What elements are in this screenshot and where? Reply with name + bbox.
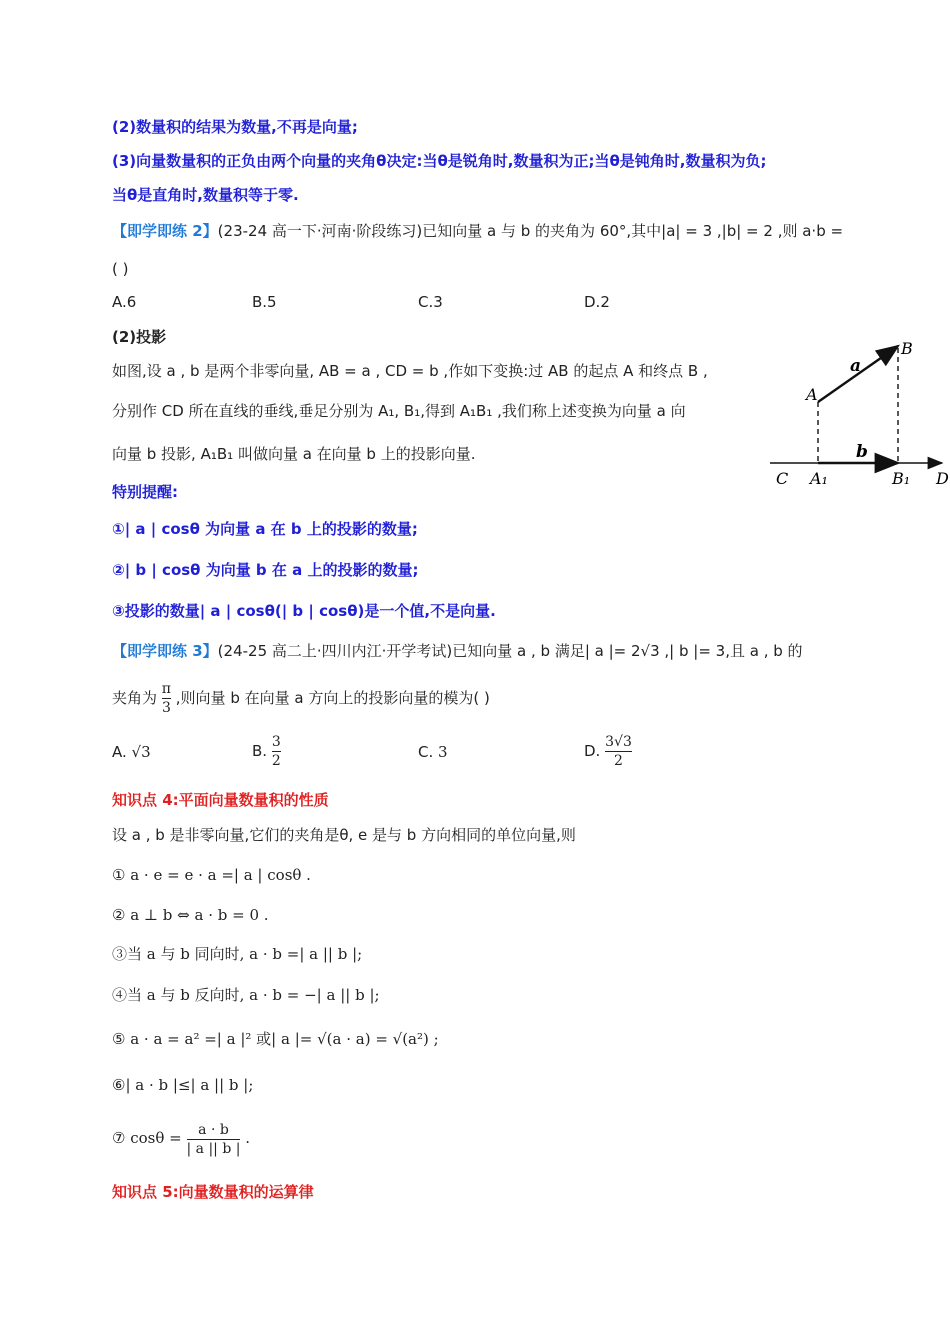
exercise-2-option-a: A.6 <box>112 293 137 311</box>
projection-diagram <box>770 330 950 490</box>
label-point-c: C <box>776 469 789 488</box>
property-4: ④当 a 与 b 反向时, a · b = −| a || b |; <box>112 986 380 1004</box>
property-3: ③当 a 与 b 同向时, a · b =| a || b |; <box>112 945 363 963</box>
option-c-value: 3 <box>438 743 448 761</box>
option-d-label: D. <box>584 742 601 760</box>
property-7-pre: ⑦ cosθ = <box>112 1129 182 1147</box>
option-b-label: B. <box>252 742 268 760</box>
label-point-b1: B₁ <box>892 469 911 488</box>
exercise-3-option-a <box>112 743 151 761</box>
exercise-2-paren: ( ) <box>112 260 129 278</box>
option-a-label: A. <box>112 743 127 761</box>
angle-fraction <box>162 680 171 717</box>
label-b: b <box>856 442 868 462</box>
option-b-fraction <box>272 733 281 770</box>
kp5-heading: 知识点 5:向量数量积的运算律 <box>112 1183 314 1201</box>
cos-denominator: | a || b | <box>186 1140 241 1157</box>
property-5: ⑤ a · a = a² =| a |² 或| a |= √(a · a) = √(a²) ; <box>112 1030 439 1048</box>
exercise-3-line-2 <box>112 680 490 717</box>
projection-p3: 向量 b 投影, A₁B₁ 叫做向量 a 在向量 b 上的投影向量. <box>112 445 476 463</box>
label-point-a: A <box>806 385 818 404</box>
exercise-2-line <box>112 220 843 242</box>
exercise-3-line <box>112 640 803 662</box>
kp4-intro: 设 a , b 是非零向量,它们的夹角是θ, e 是与 b 方向相同的单位向量,则 <box>112 826 576 844</box>
option-b-denominator: 2 <box>271 753 281 769</box>
exercise-3-option-d <box>584 733 632 770</box>
reminder-1: ①| a | cosθ 为向量 a 在 b 上的投影的数量; <box>112 520 418 538</box>
property-7 <box>112 1116 250 1160</box>
exercise-2-tag: 【即学即练 2】 <box>112 222 218 240</box>
label-point-a1: A₁ <box>810 469 828 488</box>
exercise-2-text: (23-24 高一下·河南·阶段练习)已知向量 a 与 b 的夹角为 60°,其中|a| = 3 ,|b| = 2 ,则 a·b = <box>217 222 844 240</box>
exercise-3-text2-post: ,则向量 b 在向量 a 方向上的投影向量的模为( ) <box>175 689 490 707</box>
exercise-3-option-b <box>252 733 281 770</box>
exercise-2-option-b: B.5 <box>252 293 277 311</box>
projection-heading: (2)投影 <box>112 328 167 346</box>
option-a-value: √3 <box>131 743 151 761</box>
label-a: a <box>850 356 862 376</box>
exercise-3-option-c <box>418 743 448 761</box>
property-6: ⑥| a · b |≤| a || b |; <box>112 1076 254 1094</box>
label-point-d: D <box>936 469 949 488</box>
option-d-numerator: 3√3 <box>605 734 632 750</box>
label-point-b: B <box>901 339 913 358</box>
exercise-3-text1: (24-25 高二上·四川内江·开学考试)已知向量 a , b 满足| a |= 2√3 ,| b |= 3,且 a , b 的 <box>217 642 803 660</box>
property-2: ② a ⊥ b ⇔ a · b = 0 . <box>112 906 269 924</box>
angle-denominator: 3 <box>161 700 171 716</box>
option-b-numerator: 3 <box>271 734 281 750</box>
note-3b: 当θ是直角时,数量积等于零. <box>112 186 299 204</box>
exercise-2-option-c: C.3 <box>418 293 443 311</box>
projection-p1: 如图,设 a , b 是两个非零向量, AB = a , CD = b ,作如下变换:过 AB 的起点 A 和终点 B , <box>112 362 708 380</box>
angle-numerator: π <box>161 681 171 697</box>
note-3a: (3)向量数量积的正负由两个向量的夹角θ决定:当θ是锐角时,数量积为正;当θ是钝角时,数量积为负; <box>112 152 767 170</box>
kp4-heading: 知识点 4:平面向量数量积的性质 <box>112 791 329 809</box>
option-c-label: C. <box>418 743 434 761</box>
property-7-post: . <box>245 1129 251 1147</box>
exercise-3-tag: 【即学即练 3】 <box>112 642 218 660</box>
option-d-denominator: 2 <box>614 753 623 769</box>
property-1: ① a · e = e · a =| a | cosθ . <box>112 866 311 884</box>
projection-p2: 分别作 CD 所在直线的垂线,垂足分别为 A₁, B₁,得到 A₁B₁ ,我们称上述变换为向量 a 向 <box>112 402 686 420</box>
cos-fraction <box>187 1121 241 1158</box>
reminder-heading: 特别提醒: <box>112 483 178 501</box>
exercise-3-text2-pre: 夹角为 <box>112 689 158 707</box>
reminder-3: ③投影的数量| a | cosθ(| b | cosθ)是一个值,不是向量. <box>112 602 496 620</box>
note-2: (2)数量积的结果为数量,不再是向量; <box>112 118 358 136</box>
cos-numerator: a · b <box>198 1121 229 1138</box>
option-d-fraction <box>605 733 632 770</box>
exercise-2-option-d: D.2 <box>584 293 610 311</box>
reminder-2: ②| b | cosθ 为向量 b 在 a 上的投影的数量; <box>112 561 419 579</box>
